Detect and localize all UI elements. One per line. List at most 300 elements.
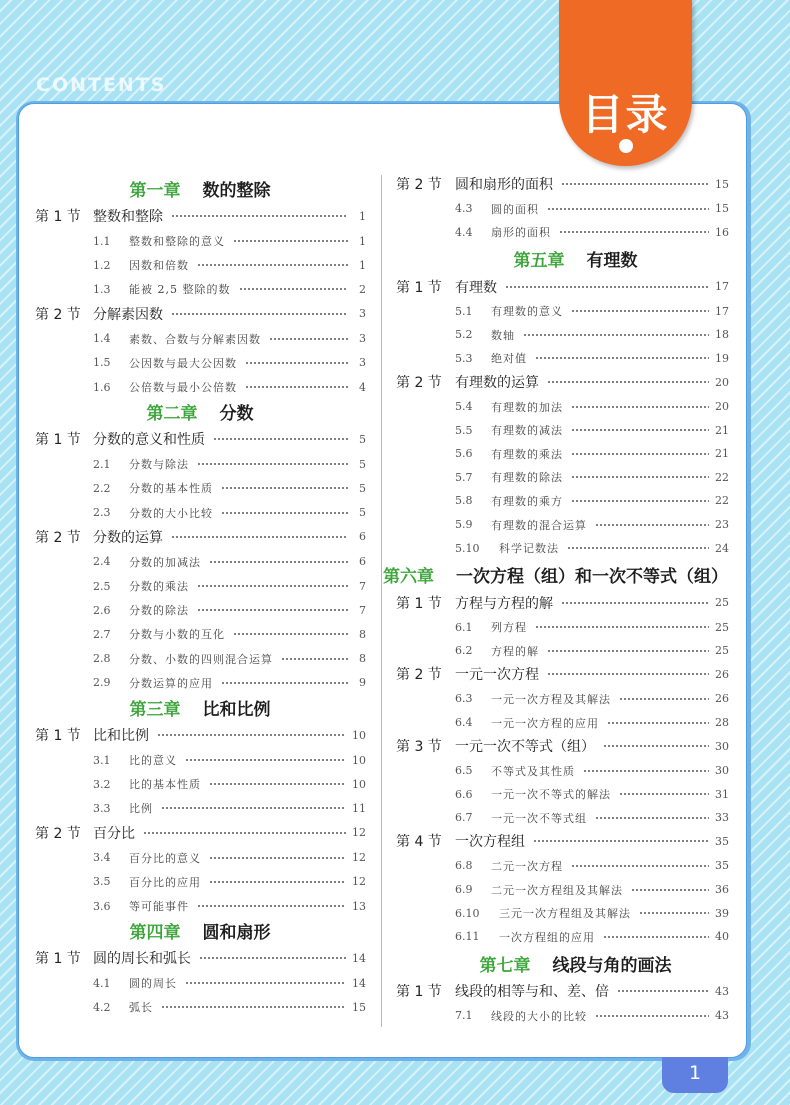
toc-subsection-entry[interactable]	[455, 466, 729, 488]
subsection-title: 科学记数法	[499, 542, 559, 556]
toc-subsection-entry[interactable]	[455, 514, 729, 536]
dot-leader	[535, 626, 709, 628]
toc-section-entry[interactable]	[396, 173, 729, 195]
section-label: 第 1 节	[396, 279, 442, 296]
section-line	[93, 724, 366, 746]
subsection-title: 扇形的面积	[491, 226, 551, 240]
dot-leader	[567, 547, 709, 549]
chapter-number: 第七章	[479, 955, 531, 976]
dot-leader	[561, 602, 709, 604]
toc-subsection-entry[interactable]	[93, 749, 366, 771]
chapter-heading[interactable]	[383, 244, 768, 274]
subsection-number: 6.7	[455, 811, 473, 825]
page-number: 35	[715, 859, 729, 873]
chapter-title: 有理数	[586, 251, 638, 272]
dot-leader	[631, 889, 709, 891]
dot-leader	[559, 231, 709, 233]
toc-subsection-entry[interactable]	[93, 352, 366, 374]
subsection-title: 有理数的除法	[491, 471, 563, 485]
subsection-number: 5.7	[455, 470, 473, 484]
page-number: 15	[352, 1000, 366, 1014]
page-number: 26	[715, 667, 729, 681]
page-number: 14	[352, 951, 366, 965]
subsection-number: 5.3	[455, 351, 473, 365]
chapter-title: 线段与角的画法	[552, 955, 672, 976]
toc-subsection-entry[interactable]	[455, 347, 729, 369]
toc-subsection-entry[interactable]	[93, 996, 366, 1018]
section-line	[93, 428, 366, 450]
toc-subsection-entry[interactable]	[455, 396, 729, 418]
subsection-number: 1.3	[93, 282, 111, 296]
toc-section-entry[interactable]	[396, 592, 729, 614]
dot-leader	[571, 865, 709, 867]
dot-leader	[571, 310, 709, 312]
dot-leader	[221, 487, 348, 489]
subsection-title: 分数的除法	[129, 604, 189, 618]
section-title: 有理数的运算	[455, 372, 545, 392]
toc-subsection-entry[interactable]	[93, 599, 366, 621]
subsection-number: 1.1	[93, 234, 111, 248]
dot-leader	[209, 857, 346, 859]
section-line	[455, 371, 729, 393]
subsection-number: 3.1	[93, 753, 111, 767]
dot-leader	[197, 585, 348, 587]
page-number: 4	[359, 380, 366, 394]
subsection-title: 比的意义	[129, 754, 177, 767]
toc-subsection-entry[interactable]	[93, 623, 366, 645]
subsection-title: 百分比的应用	[129, 875, 201, 889]
toc-subsection-entry[interactable]	[455, 783, 729, 805]
subsection-title: 公倍数与最小公倍数	[129, 381, 237, 394]
section-label: 第 2 节	[35, 306, 81, 323]
page-number: 7	[359, 603, 366, 617]
toc-subsection-entry[interactable]	[93, 773, 366, 795]
subsection-title: 分数的大小比较	[129, 506, 213, 520]
chapter-number: 第六章	[383, 567, 434, 588]
dot-leader	[171, 215, 348, 217]
dot-leader	[617, 990, 709, 992]
subsection-number: 7.1	[455, 1009, 473, 1023]
page-number: 33	[715, 811, 729, 825]
page-number: 17	[715, 280, 729, 294]
subsection-title: 有理数的乘方	[491, 494, 563, 508]
dot-leader	[197, 264, 348, 266]
subsection-number: 3.3	[93, 801, 111, 815]
chapter-title: 一次方程（组）和一次不等式（组）	[456, 567, 728, 588]
dot-leader	[547, 650, 709, 652]
chapter-title: 数的整除	[202, 180, 271, 201]
subsection-number: 6.10	[455, 906, 480, 920]
dot-leader	[171, 313, 348, 315]
section-label: 第 2 节	[35, 529, 81, 546]
toc-section-entry[interactable]	[35, 724, 366, 746]
page-number: 12	[352, 826, 366, 840]
section-title: 线段的相等与和、差、倍	[455, 981, 615, 1001]
contents-watermark: CONTENTS	[36, 74, 167, 96]
dot-leader	[619, 698, 709, 700]
toc-subsection-entry[interactable]	[93, 672, 366, 694]
subsection-title: 分数与除法	[129, 458, 189, 472]
section-line	[455, 173, 729, 195]
toc-subsection-entry[interactable]	[455, 616, 729, 638]
toc-subsection-entry[interactable]	[93, 477, 366, 499]
subsection-title: 整数和整除的意义	[129, 235, 225, 248]
dot-leader	[161, 807, 346, 809]
page-number: 6	[359, 555, 366, 569]
page-number: 35	[715, 834, 729, 848]
toc-section-entry[interactable]	[35, 205, 366, 227]
subsection-number: 2.9	[93, 676, 111, 690]
subsection-number: 2.1	[93, 457, 111, 471]
page-number: 1	[359, 258, 366, 272]
section-label: 第 3 节	[396, 739, 442, 756]
dot-leader	[603, 936, 709, 938]
dot-leader	[197, 463, 348, 465]
toc-subsection-entry[interactable]	[93, 648, 366, 670]
section-label: 第 2 节	[396, 177, 442, 193]
dot-leader	[233, 633, 348, 635]
subsection-title: 比的基本性质	[129, 778, 201, 792]
page-number: 21	[715, 447, 729, 461]
section-line	[93, 822, 366, 844]
dot-leader	[561, 183, 709, 185]
dot-leader	[209, 561, 348, 563]
subsection-title: 线段的大小的比较	[491, 1009, 587, 1023]
page-number: 3	[359, 332, 366, 346]
page-number: 14	[352, 976, 366, 990]
dot-leader	[571, 476, 709, 478]
chapter-heading[interactable]	[35, 692, 365, 722]
page-number: 24	[715, 541, 729, 555]
dot-leader	[547, 208, 709, 210]
subsection-number: 1.2	[93, 258, 111, 272]
subsection-title: 方程的解	[491, 644, 539, 658]
subsection-title: 分数、小数的四则混合运算	[129, 652, 273, 666]
dot-leader	[221, 682, 348, 684]
dot-leader	[143, 832, 346, 834]
subsection-number: 2.6	[93, 603, 111, 617]
page-number: 3	[359, 307, 366, 321]
toc-subsection-entry[interactable]	[455, 902, 729, 924]
toc-subsection-entry[interactable]	[455, 879, 729, 901]
subsection-number: 3.2	[93, 777, 111, 791]
subsection-number: 5.2	[455, 328, 473, 342]
section-label: 第 1 节	[35, 432, 81, 449]
page-number: 25	[715, 620, 729, 634]
dot-leader	[639, 912, 709, 914]
section-title: 有理数	[455, 277, 503, 297]
section-label: 第 2 节	[35, 825, 81, 842]
toc-section-entry[interactable]	[35, 428, 366, 450]
subsection-number: 2.3	[93, 506, 111, 520]
subsection-number: 5.9	[455, 518, 473, 531]
dot-leader	[233, 240, 348, 242]
page-number: 26	[715, 692, 729, 706]
subsection-title: 一元一次不等式的解法	[491, 788, 611, 802]
section-title: 一元一次不等式（组）	[455, 736, 601, 756]
dot-leader	[185, 759, 346, 761]
toc-subsection-entry[interactable]	[455, 221, 729, 243]
chapter-heading[interactable]	[383, 948, 768, 978]
section-label: 第 1 节	[396, 595, 442, 612]
toc-subsection-entry[interactable]	[455, 419, 729, 441]
toc-section-entry[interactable]	[396, 830, 729, 852]
section-line	[455, 663, 729, 685]
section-title: 比和比例	[93, 725, 155, 745]
section-title: 圆的周长和弧长	[93, 948, 197, 968]
toc-subsection-entry[interactable]	[455, 855, 729, 877]
subsection-title: 数轴	[491, 328, 515, 342]
page-number: 10	[352, 728, 366, 742]
toc-section-entry[interactable]	[396, 371, 729, 393]
toc-section-entry[interactable]	[396, 663, 729, 685]
subsection-title: 能被 2,5 整除的数	[129, 283, 231, 297]
toc-section-entry[interactable]	[396, 980, 729, 1002]
subsection-number: 3.4	[93, 851, 111, 865]
tab-dot-icon	[619, 139, 633, 153]
toc-section-entry[interactable]	[396, 276, 729, 298]
toc-subsection-entry[interactable]	[455, 490, 729, 512]
dot-leader	[547, 673, 709, 675]
toc-subsection-entry[interactable]	[455, 760, 729, 782]
chapter-heading[interactable]	[383, 560, 768, 590]
page-number: 12	[352, 875, 366, 889]
toc-subsection-entry[interactable]	[93, 797, 366, 819]
subsection-title: 百分比的意义	[129, 851, 201, 865]
dot-leader	[239, 288, 349, 290]
page-number: 10	[352, 753, 366, 767]
dot-leader	[209, 881, 346, 883]
page-number: 2	[359, 282, 366, 296]
page-number: 30	[715, 764, 729, 778]
toc-subsection-entry[interactable]	[93, 972, 366, 994]
page-number: 1	[359, 209, 366, 223]
page-number: 25	[715, 596, 729, 610]
subsection-title: 比例	[129, 802, 153, 816]
chapter-number: 第五章	[513, 251, 565, 272]
dot-leader	[245, 386, 348, 388]
subsection-number: 6.8	[455, 859, 473, 873]
chapter-heading[interactable]	[35, 915, 365, 945]
subsection-number: 1.5	[93, 356, 111, 370]
section-title: 整数和整除	[93, 206, 169, 226]
section-line	[455, 830, 729, 852]
page-number: 20	[715, 400, 729, 413]
toc-subsection-entry[interactable]	[93, 847, 366, 869]
section-title: 一元一次方程	[455, 664, 545, 684]
page-number: 9	[359, 676, 366, 690]
section-label: 第 2 节	[396, 667, 442, 684]
dot-leader	[595, 524, 709, 526]
page-number: 11	[352, 801, 366, 815]
toc-subsection-entry[interactable]	[455, 1005, 729, 1027]
dot-leader	[595, 1015, 709, 1017]
subsection-number: 6.6	[455, 787, 473, 801]
page-number: 6	[359, 530, 366, 544]
page-number: 40	[715, 930, 729, 944]
dot-leader	[221, 512, 348, 514]
toc-section-entry[interactable]	[35, 303, 366, 325]
toc-subsection-entry[interactable]	[455, 688, 729, 710]
section-line	[455, 592, 729, 614]
toc-subsection-entry[interactable]	[93, 230, 366, 252]
page-number: 25	[715, 644, 729, 658]
toc-subsection-entry[interactable]	[455, 324, 729, 346]
page-number: 13	[352, 899, 366, 913]
toc-subsection-entry[interactable]	[455, 712, 729, 734]
page-number: 5	[359, 481, 366, 495]
dot-leader	[157, 734, 346, 736]
page-number: 19	[715, 351, 729, 365]
subsection-title: 一元一次方程及其解法	[491, 692, 611, 706]
section-label: 第 4 节	[396, 834, 442, 851]
subsection-title: 不等式及其性质	[491, 764, 575, 778]
toc-subsection-entry[interactable]	[93, 328, 366, 350]
dot-leader	[245, 362, 348, 364]
subsection-number: 6.1	[455, 620, 473, 634]
subsection-number: 2.8	[93, 652, 111, 666]
page-number: 16	[715, 225, 729, 239]
section-title: 百分比	[93, 823, 141, 843]
chapter-title: 圆和扇形	[202, 922, 271, 943]
toc-subsection-entry[interactable]	[455, 926, 729, 948]
page-number: 7	[359, 579, 366, 593]
dot-leader	[161, 1006, 346, 1008]
section-title: 分数的意义和性质	[93, 429, 211, 449]
subsection-title: 三元一次方程组及其解法	[499, 907, 631, 921]
toc-subsection-entry[interactable]	[93, 871, 366, 893]
toc-subsection-entry[interactable]	[455, 640, 729, 662]
toc-subsection-entry[interactable]	[93, 254, 366, 276]
subsection-title: 等可能事件	[129, 900, 189, 913]
subsection-number: 4.4	[455, 225, 473, 239]
subsection-title: 有理数的乘法	[491, 447, 563, 461]
page-number: 5	[359, 432, 366, 446]
chapter-heading[interactable]	[35, 396, 365, 426]
toc-subsection-entry[interactable]	[93, 453, 366, 475]
toc-section-entry[interactable]	[35, 822, 366, 844]
page-number: 18	[715, 328, 729, 342]
toc-subsection-entry[interactable]	[455, 198, 729, 220]
page-number: 5	[359, 506, 366, 520]
subsection-number: 5.10	[455, 541, 480, 555]
toc-subsection-entry[interactable]	[455, 300, 729, 322]
dot-leader	[523, 334, 709, 336]
subsection-number: 4.1	[93, 976, 111, 990]
toc-tab	[559, 0, 692, 166]
dot-leader	[269, 338, 348, 340]
section-line	[455, 276, 729, 298]
subsection-number: 6.4	[455, 716, 473, 729]
page-number: 21	[715, 423, 729, 437]
page-number: 39	[715, 906, 729, 920]
subsection-number: 5.4	[455, 400, 473, 413]
chapter-heading[interactable]	[35, 173, 365, 203]
page-number: 30	[715, 739, 729, 753]
dot-leader	[603, 745, 709, 747]
subsection-title: 二元一次方程	[491, 859, 563, 873]
dot-leader	[619, 793, 709, 795]
subsection-title: 分数的基本性质	[129, 482, 213, 496]
dot-leader	[505, 286, 709, 288]
dot-leader	[213, 438, 348, 440]
page-number: 17	[715, 304, 729, 318]
subsection-title: 一元一次不等式组	[491, 811, 587, 825]
dot-leader	[197, 609, 348, 611]
toc-subsection-entry[interactable]	[93, 551, 366, 573]
section-title: 分数的运算	[93, 527, 169, 547]
dot-leader	[171, 536, 348, 538]
subsection-number: 5.8	[455, 494, 473, 508]
section-line	[455, 735, 729, 757]
column-divider	[381, 175, 382, 1027]
page-number: 43	[715, 1009, 729, 1023]
section-line	[93, 526, 366, 548]
dot-leader	[571, 453, 709, 455]
dot-leader	[571, 406, 709, 408]
subsection-number: 4.3	[455, 202, 473, 215]
subsection-number: 3.5	[93, 875, 111, 889]
toc-subsection-entry[interactable]	[455, 807, 729, 829]
subsection-number: 6.5	[455, 764, 473, 778]
subsection-number: 6.2	[455, 644, 473, 658]
subsection-number: 2.5	[93, 579, 111, 593]
page-number: 20	[715, 375, 729, 389]
dot-leader	[595, 817, 709, 819]
toc-section-entry[interactable]	[396, 735, 729, 757]
subsection-title: 分数与小数的互化	[129, 628, 225, 642]
subsection-title: 公因数与最大公因数	[129, 356, 237, 370]
chapter-title: 比和比例	[202, 699, 271, 720]
section-title: 一次方程组	[455, 831, 531, 851]
toc-section-entry[interactable]	[35, 526, 366, 548]
chapter-number: 第三章	[129, 699, 181, 720]
toc-subsection-entry[interactable]	[93, 278, 366, 300]
toc-subsection-entry[interactable]	[93, 502, 366, 524]
subsection-number: 5.6	[455, 447, 473, 461]
toc-subsection-entry[interactable]	[93, 895, 366, 917]
subsection-number: 5.1	[455, 304, 473, 318]
toc-subsection-entry[interactable]	[93, 575, 366, 597]
section-label: 第 2 节	[396, 375, 442, 391]
subsection-title: 有理数的意义	[491, 305, 563, 319]
page-number: 43	[715, 984, 729, 998]
subsection-title: 有理数的加法	[491, 400, 563, 414]
dot-leader	[199, 957, 346, 959]
subsection-number: 6.9	[455, 883, 473, 896]
page-number: 22	[715, 470, 729, 484]
toc-section-entry[interactable]	[35, 947, 366, 969]
dot-leader	[547, 381, 709, 383]
page-number: 31	[715, 787, 729, 801]
subsection-number: 1.6	[93, 380, 111, 394]
page-number: 8	[359, 652, 366, 666]
section-label: 第 1 节	[35, 951, 81, 968]
page-number: 28	[715, 716, 729, 729]
subsection-title: 列方程	[491, 621, 527, 635]
section-title: 圆和扇形的面积	[455, 174, 559, 194]
section-label: 第 1 节	[35, 728, 81, 744]
toc-subsection-entry[interactable]	[455, 443, 729, 465]
dot-leader	[571, 500, 709, 502]
chapter-title: 分数	[219, 403, 254, 424]
toc-subsection-entry[interactable]	[93, 376, 366, 398]
page-number: 8	[359, 627, 366, 641]
subsection-title: 二元一次方程组及其解法	[491, 883, 623, 897]
subsection-title: 有理数的混合运算	[491, 518, 587, 532]
chapter-number: 第二章	[146, 403, 198, 424]
toc-subsection-entry[interactable]	[455, 537, 729, 559]
